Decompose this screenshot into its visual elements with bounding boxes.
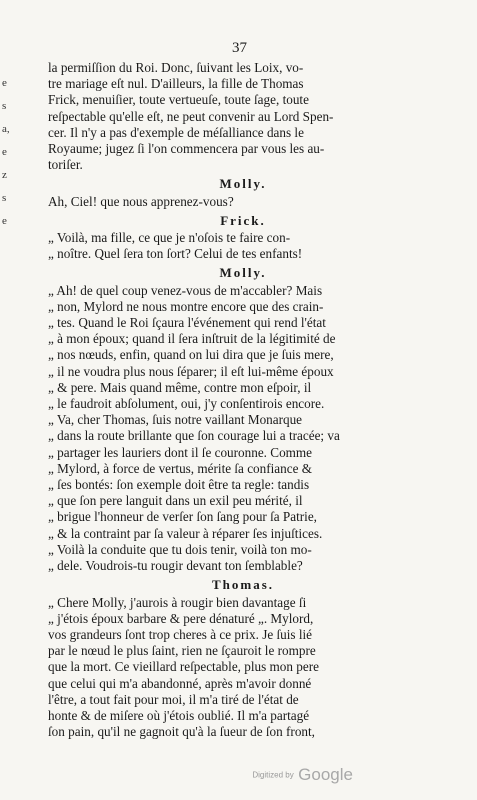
margin-mark: s [2,100,7,112]
text-line: „ noître. Quel ſera ton ſort? Celui de tes enfants! [48,246,303,262]
page-text [48,60,438,740]
text-line: „ partager les lauriers dont il ſe couronne. Comme [48,444,313,460]
digitized-label: Digitized by [252,770,294,780]
text-paragraph [48,194,438,210]
text-line: „ j'étois époux barbare & pere dénaturé „. Mylord, [48,610,314,626]
text-line: „ il ne voudra plus nous ſéparer; il eſt lui-même époux [48,363,334,379]
text-line: „ Voilà la conduite que tu dois tenir, voilà ton mo- [48,541,312,557]
text-line: vos grandeurs ſont trop cheres à ce prix. Je ſuis lié [48,626,313,642]
text-line: „ que ſon pere languit dans un exil peu mérité, il [48,493,303,509]
text-line: „ nos nœuds, enfin, quand on lui dira que je ſuis mere, [48,347,334,363]
text-line: „ ſes bontés: ſon exemple doit être ta regle: tandis [48,477,310,493]
text-paragraph [48,283,438,575]
text-line: toriſer. [48,157,83,173]
text-line: „ brigue l'honneur de verſer ſon ſang pour ſa Patrie, [48,509,317,525]
text-line: cer. Il n'y a pas d'exemple de méſalliance dans le [48,124,304,140]
text-line: „ Chere Molly, j'aurois à rougir bien davantage ſi [48,594,307,610]
text-paragraph [48,60,438,173]
text-line: ſon pain, qu'il ne gagnoit qu'à la ſueur de ſon front, [48,724,315,740]
text-line: „ le faudroit abſolument, oui, j'y conſentirois encore. [48,396,325,412]
text-line: que la mort. Ce vieillard reſpectable, plus mon pere [48,659,319,675]
text-line: reſpectable qu'elle eſt, ne peut convenir au Lord Spen- [48,108,334,124]
text-paragraph [48,595,438,741]
digitization-watermark [252,765,353,785]
speaker-name: Molly. [219,265,267,281]
text-line: que celui qui m'a abandonné, après m'avoir donné [48,675,312,691]
text-line: tre mariage eſt nul. D'ailleurs, la fille de Thomas [48,76,304,92]
text-line: „ & pere. Mais quand même, contre mon eſpoir, il [48,379,312,395]
text-line: l'être, a tout fait pour moi, il m'a tiré de l'état de [48,691,299,707]
text-line: „ dele. Voudrois-tu rougir devant ton ſemblable? [48,558,303,574]
margin-mark: e [2,215,7,227]
text-line: „ non, Mylord ne nous montre encore que des crain- [48,298,324,314]
text-line: Royaume; jugez ſi l'on commencera par vous les au- [48,141,325,157]
margin-mark: e [2,77,7,89]
text-line: Frick, menuiſier, toute vertueuſe, toute ſage, toute [48,92,309,108]
text-line: „ Ah! de quel coup venez-vous de m'accabler? Mais [48,282,323,298]
text-line: „ tes. Quand le Roi ſçaura l'événement qui rend l'état [48,315,326,331]
google-logo: Google [298,765,353,784]
margin-mark: z [2,169,7,181]
margin-mark: s [2,192,7,204]
text-line: honte & de miſere où j'étois oublié. Il m'a partagé [48,707,310,723]
text-line: „ & la contraint par ſa valeur à réparer ſes injuſtices. [48,525,323,541]
text-line: „ Voilà, ma fille, ce que je n'oſois te faire con- [48,230,291,246]
speaker-name: Frick. [220,212,266,228]
text-line: „ Va, cher Thomas, ſuis notre vaillant Monarque [48,412,303,428]
text-line: „ à mon époux; quand il ſera inſtruit de la légitimité de [48,331,336,347]
text-line: Ah, Ciel! que nous apprenez-vous? [48,193,234,209]
text-line: la permiſſion du Roi. Donc, ſuivant les Loix, vo- [48,60,304,75]
speaker-name: Molly. [219,176,267,192]
text-line: „ Mylord, à force de vertus, mérite ſa confiance & [48,460,313,476]
page-number: 37 [232,40,247,56]
text-line: „ dans la route brillante que ſon courage lui a tracée; va [48,428,340,444]
text-line: par le nœud le plus ſaint, rien ne ſçauroit le rompre [48,643,316,659]
speaker-name: Thomas. [211,577,275,593]
text-paragraph [48,230,438,262]
margin-marks [2,72,14,233]
margin-mark: e [2,146,7,158]
margin-mark: a, [2,123,10,135]
